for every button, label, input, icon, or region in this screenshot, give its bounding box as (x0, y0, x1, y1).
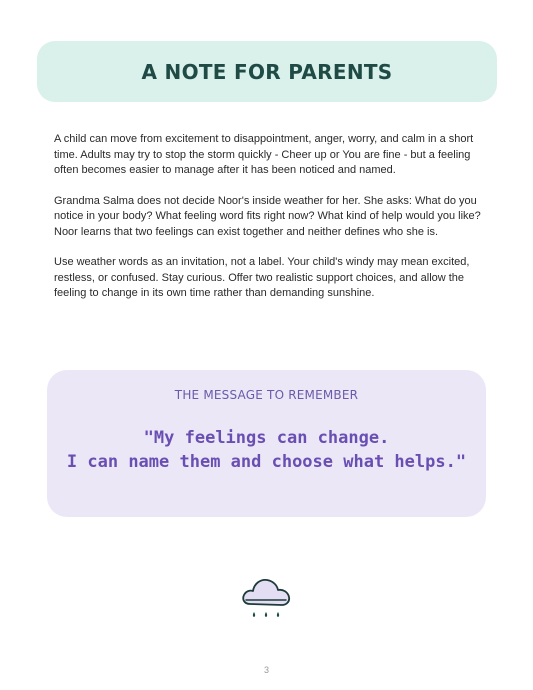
message-card (47, 370, 486, 517)
raindrop-3 (277, 612, 279, 617)
paragraph-3: Use weather words as an invitation, not a label. Your child's windy may mean excited, restless, or confused. Stay curious. Offer two realistic support choices, and allow the feeling to change in its own time rather than demanding sunshine. (54, 256, 470, 299)
page-title: A NOTE FOR PARENTS (141, 59, 393, 84)
paragraph-2: Grandma Salma does not decide Noor's inside weather for her. She asks: What do you notice in your body? What feeling word fits right now? What kind of help would you like? Noor learns that two feelings can exist together and neither defines who she is. (54, 194, 481, 238)
body-text (54, 132, 484, 317)
page-number: 3 (263, 665, 269, 675)
title-banner (37, 41, 497, 102)
cloud-shape (243, 580, 289, 605)
quote-line-2: I can name them and choose what helps." (66, 452, 467, 472)
raindrop-2 (265, 612, 267, 617)
message-quote (47, 426, 486, 474)
paragraph-1: A child can move from excitement to disappointment, anger, worry, and calm in a short time. Adults may try to stop the storm quickly - Cheer up or You are fine - but a feeling often becomes easier to manage after it has been noticed and named. (54, 133, 474, 176)
raindrop-1 (253, 612, 255, 617)
message-label: THE MESSAGE TO REMEMBER (174, 388, 359, 402)
rain-cloud-icon (240, 574, 292, 624)
quote-line-1: "My feelings can change. (143, 428, 390, 448)
